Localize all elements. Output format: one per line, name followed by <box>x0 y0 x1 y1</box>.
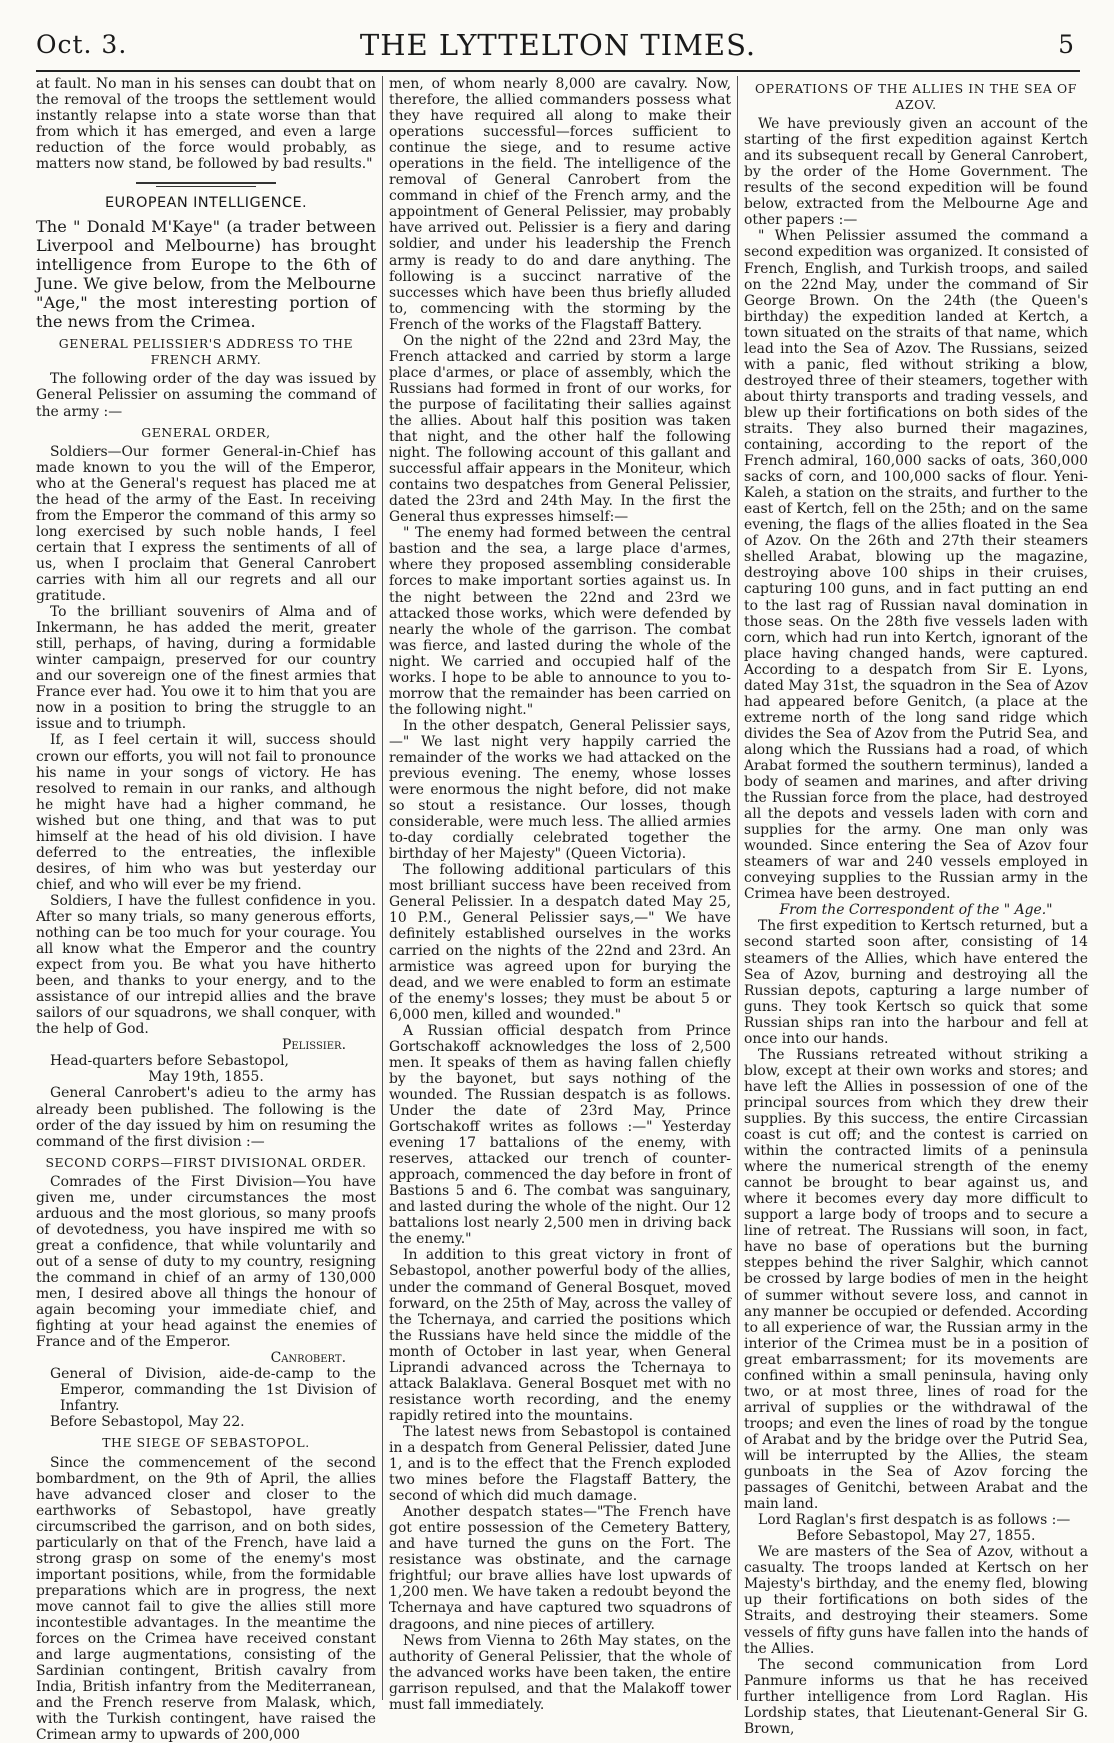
signature: Pelissier. <box>282 1037 346 1054</box>
section-rule <box>156 186 256 187</box>
signature-title: General of Division, aide-de-camp to the Emperor, commanding the 1st Division of Infantry. <box>50 1366 376 1415</box>
section-rule <box>136 182 276 184</box>
article-paragraph: Soldiers, I have the fullest confidence in you. After so many trials, so many generous efforts, nothing can be too much for your courage. You all know what the Emperor and the country expect from you. Be what you have hitherto been, and thanks to your energy, and to the assistance of our intrepid allies and the brave sailors of our squadrons, we shall conquer, with the help of God. <box>36 892 376 1038</box>
article-paragraph: The Russians retreated without striking a blow, except at their own works and stores; and have left the Allies in possession of one of the principal sources from which they drew their supplies. By this success, the entire Circassian coast is cut off; and the contest is carried on within the contracted limits of a peninsula where the numerical strength of the enemy cannot be brought to bear against us, and where it becomes every day more difficult to support a large body of troops and to secure a line of retreat. The Russians will soon, in fact, have no base of operations but the burning steppes behind the river Salghir, which cannot be crossed by large bodies of men in the height of summer without severe loss, and cannot in any manner be occupied or defended. According to all experience of war, the Russian army in the interior of the Crimea must be in a position of great embarrassment; for its movements are confined within a small peninsula, having only two, or at most three, lines of road for the arrival of supplies or the withdrawal of the troops; and even the lines of road by the tongue of Arabat and by the bridge over the Putrid Sea, will be interrupted by the Allies, the steam gunboats in the Sea of Azov forcing the passages of Genitchi, between Arabat and the main land. <box>744 1046 1088 1513</box>
article-paragraph: We have previously given an account of the starting of the first expedition against Kertch and its subsequent recall by General Canrobert, by the order of the Home Government. The results of the second expedition will be found below, extracted from the Melbourne Age and other papers :— <box>744 116 1088 229</box>
article-paragraph: The first expedition to Kertsch returned, but a second started soon after, consisting of 14 steamers of the Allies, which have entered the Sea of Azov, burning and destroying all the Russian depots, capturing a large number of guns. They took Kertsch so quick that some Russian ships ran into the harbour and fell at once into our hands. <box>744 918 1088 1047</box>
column-divider <box>737 76 738 1700</box>
article-paragraph: The following order of the day was issued by General Pelissier on assuming the command of the army :— <box>36 371 376 420</box>
article-paragraph: men, of whom nearly 8,000 are cavalry. Now, therefore, the allied commanders possess what they have required all along to make their operations successful—forces sufficient to continue the siege, and to resume active operations in the field. The intelligence of the removal of General Canrobert from the command in chief of the French army, and the appointment of General Pelissier, may probably have arrived out. Pelissier is a fiery and daring soldier, and under his leadership the French army is ready to do and dare anything. The following is a succinct narrative of the successes which have been thus briefly alluded to, commencing with the storming by the French of the works of the Flagstaff Battery. <box>389 76 731 333</box>
attribution <box>744 902 1088 918</box>
subheading: GENERAL PELISSIER'S ADDRESS TO THE FRENCH ARMY. <box>58 336 354 368</box>
subheading: OPERATIONS OF THE ALLIES IN THE SEA OF AZOV. <box>755 81 1077 113</box>
dateline: May 19th, 1855. <box>148 1069 264 1086</box>
article-paragraph: In addition to this great victory in front of Sebastopol, another powerful body of the allies, under the command of General Bosquet, moved forward, on the 25th of May, across the valley of the Tchernaya, and carried the positions which the Russians have held since the middle of the month of October in last year, when General Liprandi advanced across the Tchernaya to attack Balaklava. General Bosquet met with no resistance worth recording, and the enemy rapidly retired into the mountains. <box>389 1247 731 1424</box>
article-paragraph: The second communication from Lord Panmure informs us that he has received further intelligence from Lord Raglan. His Lordship states, that Lieutenant-General Sir G. Brown, <box>744 1656 1088 1737</box>
dateline: Before Sebastopol, May 27, 1855. <box>796 1528 1036 1545</box>
column-divider <box>382 76 383 1700</box>
article-paragraph: Soldiers—Our former General-in-Chief has made known to you the will of the Emperor, who at the General's request has placed me at the head of the army of the East. In receiving from the Emperor the command of this army so long exercised by such noble hands, I feel certain that I express the sentiments of all of us, when I proclaim that General Canrobert carries with him all our regrets and all our gratitude. <box>36 443 376 605</box>
article-paragraph: News from Vienna to 26th May states, on the authority of General Pelissier, that the whole of the advanced works have been taken, the entire garrison repulsed, and that the Malakoff tower must fall immediately. <box>389 1632 731 1713</box>
article-paragraph: " When Pelissier assumed the command a second expedition was organized. It consisted of French, English, and Turkish troops, and sailed on the 22nd May, under the command of Sir George Brown. On the 24th (the Queen's birthday) the expedition landed at Kertch, a town situated on the straits of that name, which lead into the Sea of Azov. The Russians, seized with a panic, fled without striking a blow, destroyed three of their steamers, together with about thirty transports and trading vessels, and blew up their fortifications on both sides of the straits. They also burned their magazines, containing, according to the report of the French admiral, 160,000 sacks of oats, 360,000 sacks of corn, and 100,000 sacks of flour. Yeni-Kaleh, a station on the straits, and further to the east of Kertch, fell on the 25th; and on the same evening, the flags of the allies floated in the Sea of Azov. On the 26th and 27th their steamers shelled Arabat, blowing up the magazine, destroying above 100 ships in their cruises, capturing 100 guns, and in fact putting an end to the last rag of Russian naval domination in those seas. On the 28th five vessels laden with corn, which had run into Kertch, ignorant of the place having changed hands, were captured. According to a despatch from Sir E. Lyons, dated May 31st, the squadron in the Sea of Azov had appeared before Genitch, (a place at the extreme north of the long sand ridge which divides the Sea of Azov from the Putrid Sea, and along which the Russians had a road, of which Arabat formed the southern terminus), landed a body of seamen and marines, and after driving the Russian force from the place, had destroyed all the depots and vessels laden with corn and supplies for the army. One man only was wounded. Since entering the Sea of Azov four steamers of war and 240 vessels employed in conveying supplies to the Russian army in the Crimea have been destroyed. <box>744 228 1088 903</box>
article-paragraph: Another despatch states—"The French have got entire possession of the Cemetery Battery, and have turned the guns on the Fort. The resistance was obstinate, and the carnage frightful; our brave allies have lost upwards of 1,200 men. We have taken a redoubt beyond the Tchernaya and have captured two squadrons of dragoons, and nine pieces of artillery. <box>389 1504 731 1633</box>
newspaper-title: THE LYTTELTON TIMES. <box>359 28 757 62</box>
article-paragraph: On the night of the 22nd and 23rd May, the French attacked and carried by storm a large place d'armes, or place of assembly, which the Russians had formed in front of our works, for the purpose of facilitating their sallies against the allies. About half this position was taken that night, and the other half the following night. The following account of this gallant and successful affair appears in the Moniteur, which contains two despatches from General Pelissier, dated the 23rd and 24th May. In the first the General thus expresses himself:— <box>389 332 731 526</box>
signature: Canrobert. <box>270 1350 346 1367</box>
subheading: SECOND CORPS—FIRST DIVISIONAL ORDER. <box>45 1154 367 1170</box>
column-3 <box>744 76 1088 1737</box>
section-heading: EUROPEAN INTELLIGENCE. <box>104 195 308 212</box>
subheading: GENERAL ORDER, <box>141 424 271 440</box>
article-paragraph: General Canrobert's adieu to the army has already been published. The following is the order of the day issued by him on resuming the command of the first division :— <box>36 1085 376 1150</box>
article-paragraph: at fault. No man in his senses can doubt that on the removal of the troops the settlement would instantly relapse into a state worse than that from which it has emerged, and even a large reduction of the force would probably, as matters now stand, be followed by bad results." <box>36 76 376 173</box>
column-2 <box>389 76 731 1713</box>
article-paragraph: In the other despatch, General Pelissier says, —" We last night very happily carried the remainder of the works we had attacked on the previous evening. The enemy, whose losses were enormous the night before, did not make so stout a resistance. Our losses, though considerable, were much less. The allied armies to-day cordially celebrated together the birthday of her Majesty" (Queen Victoria). <box>389 717 731 863</box>
dateline: Head-quarters before Sebastopol, <box>50 1053 289 1070</box>
column-1 <box>36 76 376 1743</box>
article-paragraph: A Russian official despatch from Prince Gortschakoff acknowledges the loss of 2,500 men. It speaks of them as having fallen chiefly by the bayonet, but says nothing of the wounded. The Russian despatch is as follows. Under the date of 23rd May, Prince Gortschakoff writes as follows :—" Yesterday evening 17 battalions of the enemy, with reserves, attacked our trench of counter-approach, commenced the day before in front of Bastions 5 and 6. The combat was sanguinary, and lasted during the whole of the night. Our 12 battalions lost nearly 2,500 men in driving back the enemy." <box>389 1022 731 1248</box>
article-paragraph: The latest news from Sebastopol is contained in a despatch from General Pelissier, dated June 1, and is to the effect that the French exploded two mines before the Flagstaff Battery, the second of which did much damage. <box>389 1423 731 1505</box>
lede-paragraph: The " Donald M'Kaye" (a trader between Liverpool and Melbourne) has brought intelligence from Europe to the 6th of June. We give below, from the Melbourne "Age," the most interesting portion of the news from the Crimea. <box>36 217 376 332</box>
masthead-rule <box>36 70 1080 72</box>
page-number: 5 <box>1058 30 1074 59</box>
article-paragraph: Since the commencement of the second bombardment, on the 9th of April, the allies have advanced closer and closer to the earthworks of Sebastopol, have greatly circumscribed the garrison, and on both sides, particularly on that of the French, have laid a strong grasp on some of the enemy's most important positions, while, from the formidable preparations which are in progress, the next move cannot fail to give the allies still more incontestible advantages. In the meantime the forces on the Crimea have received constant and large augmentations, consisting of the Sardinian contingent, British cavalry from India, British infantry from the Mediterranean, and the French reserve from Malask, which, with the Turkish contingent, have raised the Crimean army to upwards of 200,000 <box>36 1454 376 1743</box>
article-paragraph: We are masters of the Sea of Azov, without a casualty. The troops landed at Kertsch on her Majesty's birthday, and the enemy fled, blowing up their fortifications on both sides of the Straits, and destroying their steamers. Some vessels of fifty guns have fallen into the hands of the Allies. <box>744 1544 1088 1657</box>
dateline: Before Sebastopol, May 22. <box>50 1414 245 1431</box>
subheading: THE SIEGE OF SEBASTOPOL. <box>102 1435 310 1451</box>
masthead <box>36 22 1080 68</box>
article-paragraph: " The enemy had formed between the central bastion and the sea, a large place d'armes, where they proposed assembling considerable forces to make important sorties against us. In the night between the 22nd and 23rd we attacked those works, which were defended by nearly the whole of the garrison. The combat was fierce, and lasted during the whole of the night. We carried and occupied half of the works. I hope to be able to announce to you to-morrow that the remainder has been carried on the following night." <box>389 525 731 718</box>
article-paragraph: To the brilliant souvenirs of Alma and of Inkermann, he has added the merit, greater still, perhaps, of having, during a formidable winter campaign, preserved for our country and our sovereign one of the finest armies that France ever had. You owe it to him that you are now in a position to bring the struggle to an issue and to triumph. <box>36 604 376 733</box>
article-paragraph: Lord Raglan's first despatch is as follows :— <box>758 1512 1071 1529</box>
article-paragraph: If, as I feel certain it will, success should crown our efforts, you will not fail to pronounce his name in your songs of victory. He has resolved to remain in our ranks, and although he might have had a higher command, he wished but one thing, and that was to put himself at the head of his old division. I have deferred to the entreaties, the inflexible desires, of him who was but yesterday our chief, and who will ever be my friend. <box>36 732 376 893</box>
article-paragraph: Comrades of the First Division—You have given me, under circumstances the most arduous and the most glorious, so many proofs of devotedness, you have inspired me with so great a confidence, that while voluntarily and out of a sense of duty to my country, resigning the command in chief of an army of 130,000 men, I desired above all things the honour of again becoming your immediate chief, and fighting at your head against the enemies of France and of the Emperor. <box>36 1173 376 1351</box>
article-paragraph: The following additional particulars of this most brilliant success have been received from General Pelissier. In a despatch dated May 25, 10 P.M., General Pelissier says,—" We have definitely established ourselves in the works carried on the nights of the 22nd and 23rd. An armistice was agreed upon for burying the dead, and we were enabled to form an estimate of the enemy's losses; they must be about 5 or 6,000 men, killed and wounded." <box>389 862 731 1023</box>
attribution-text: From the Correspondent of the " Age." <box>779 902 1053 919</box>
issue-date: Oct. 3. <box>36 30 128 59</box>
